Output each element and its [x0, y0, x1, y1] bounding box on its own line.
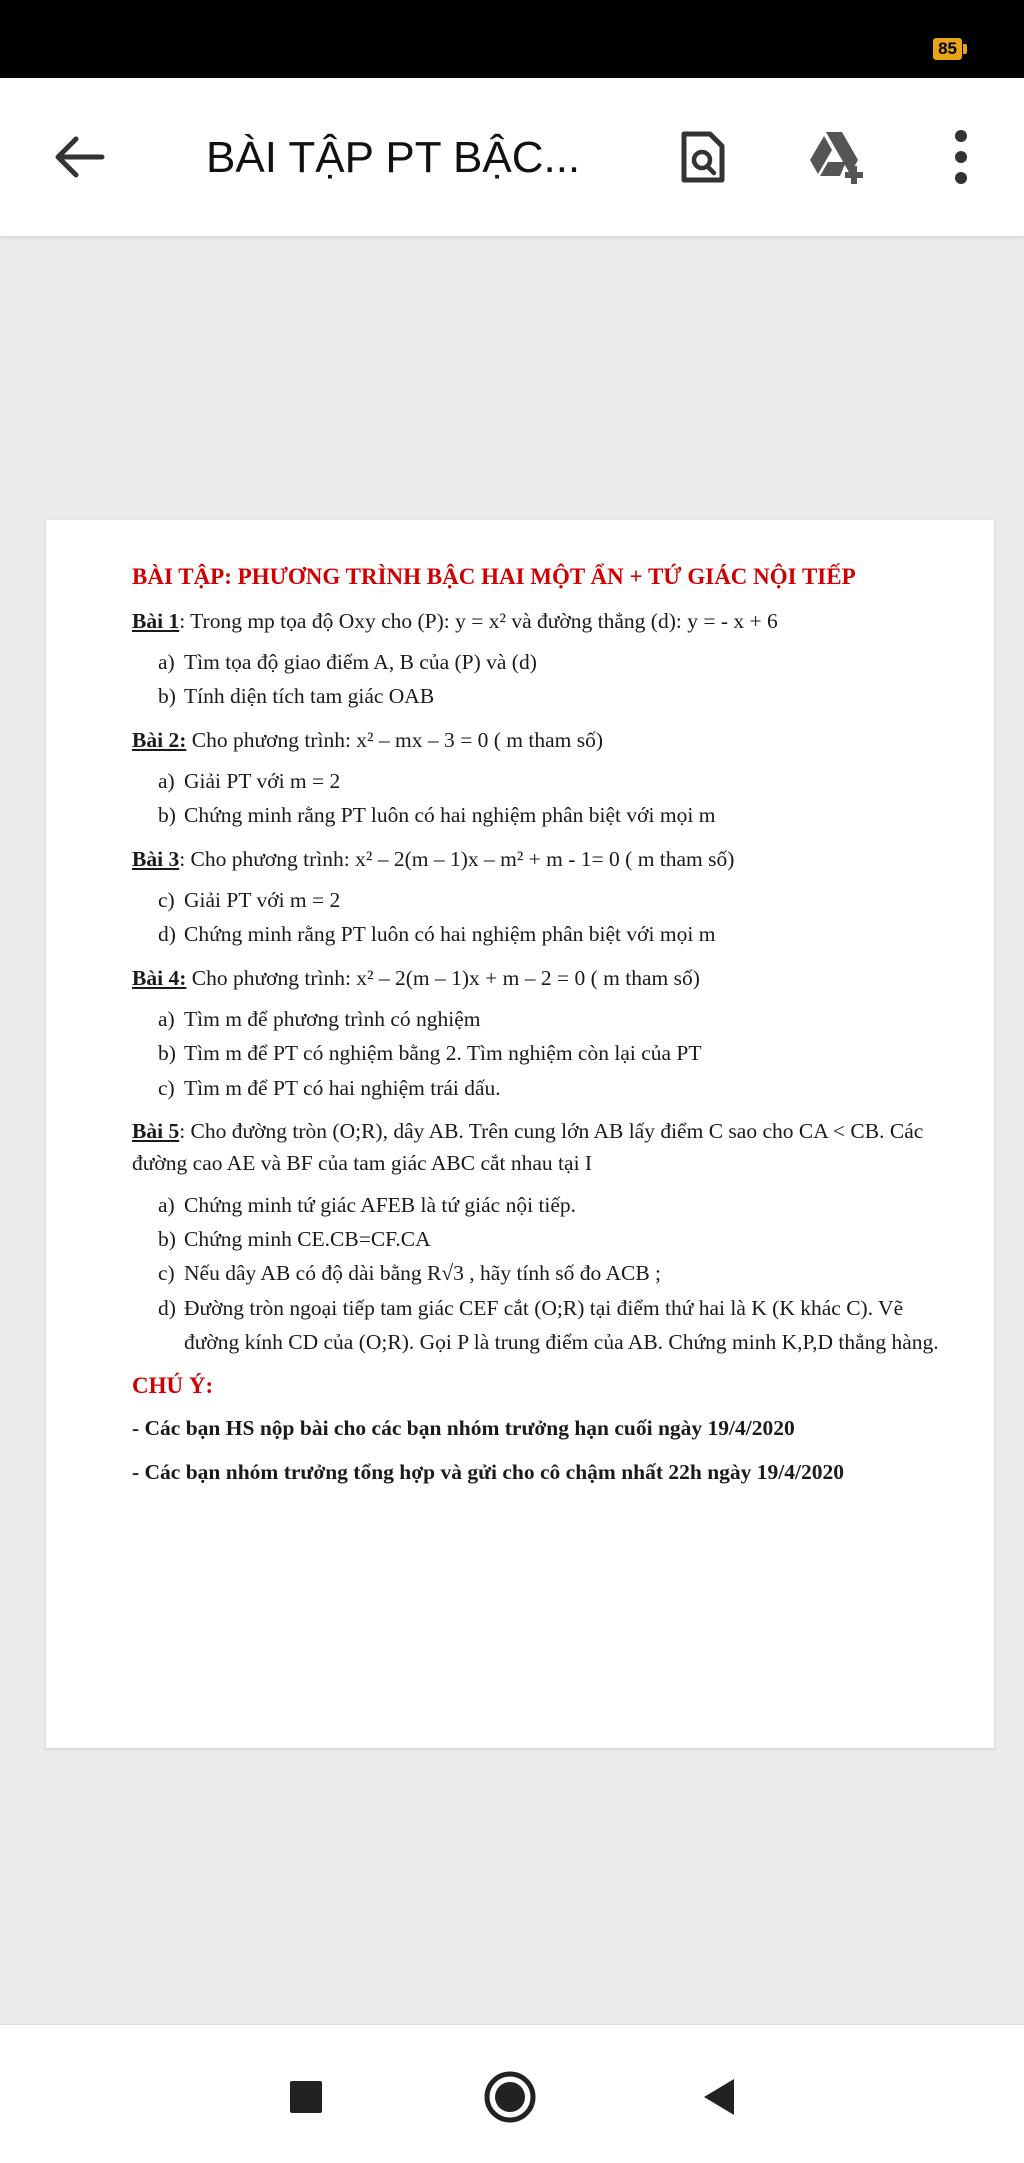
list-item: a) Giải PT với m = 2 — [158, 768, 341, 793]
note-item: - Các bạn nhóm trưởng tổng hợp và gửi cho cô chậm nhất 22h ngày 19/4/2020 — [132, 1460, 845, 1485]
problem-text: : Trong mp tọa độ Oxy cho (P): y = x² và đường thẳng (d): y = - x + 6 — [179, 608, 778, 633]
list-item: d) Chứng minh rằng PT luôn có hai nghiệm phân biệt với mọi m — [158, 922, 716, 947]
app-bar — [0, 78, 1024, 236]
arrow-left-icon — [50, 130, 110, 184]
document-page[interactable] — [46, 520, 994, 1748]
problem-3 — [132, 843, 962, 875]
list-item: a) Tìm tọa độ giao điểm A, B của (P) và (d) — [158, 649, 537, 674]
list-item: d) Đường tròn ngoại tiếp tam giác CEF cắt (O;R) tại điểm thứ hai là K (K khác C). Vẽ đường kính CD của (O;R). Gọi P là trung điểm của AB. Chứng minh K,P,D thẳng hàng. — [158, 1295, 939, 1355]
problem-2-items — [158, 764, 962, 833]
problem-text: : Cho phương trình: x² – 2(m – 1)x – m² + m - 1= 0 ( m tham số) — [179, 846, 735, 871]
document-title: BÀI TẬP PT BẬC... — [206, 133, 581, 182]
problem-1 — [132, 605, 962, 637]
document-heading: BÀI TẬP: PHƯƠNG TRÌNH BẬC HAI MỘT ẨN + TỨ GIÁC NỘI TIẾP — [132, 564, 856, 589]
problem-label: Bài 3 — [132, 846, 180, 871]
problem-text: : Cho đường tròn (O;R), dây AB. Trên cung lớn AB lấy điểm C sao cho CA < CB. Các đường cao AE và BF của tam giác ABC cắt nhau tại I — [132, 1119, 924, 1176]
more-vert-icon — [936, 128, 986, 186]
list-item: c) Nếu dây AB có độ dài bằng R√3 , hãy tính số đo ACB ; — [158, 1261, 662, 1286]
recents-square-icon — [278, 2069, 334, 2125]
problem-5 — [132, 1115, 962, 1180]
status-bar — [0, 0, 1024, 78]
problem-label: Bài 4: — [132, 965, 187, 990]
recents-button[interactable] — [278, 2069, 334, 2125]
system-navigation-bar — [0, 2024, 1024, 2163]
battery-indicator: 85 — [933, 38, 962, 60]
problem-4 — [132, 962, 962, 994]
problem-label: Bài 1 — [132, 608, 180, 633]
problem-text: Cho phương trình: x² – 2(m – 1)x + m – 2 = 0 ( m tham số) — [186, 965, 700, 990]
back-button[interactable] — [50, 130, 110, 184]
add-to-drive-button[interactable] — [806, 128, 864, 186]
problem-5-items — [158, 1188, 962, 1360]
list-item: c) Tìm m để PT có hai nghiệm trái dấu. — [158, 1075, 501, 1100]
document-search-icon — [674, 128, 732, 186]
list-item: a) Chứng minh tứ giác AFEB là tứ giác nội tiếp. — [158, 1192, 577, 1217]
document-body — [132, 560, 962, 1500]
list-item: b) Tìm m để PT có nghiệm bằng 2. Tìm nghiệm còn lại của PT — [158, 1041, 702, 1066]
list-item: b) Tính diện tích tam giác OAB — [158, 684, 435, 709]
home-circle-icon — [482, 2069, 538, 2125]
home-button[interactable] — [482, 2069, 538, 2125]
list-item: a) Tìm m để phương trình có nghiệm — [158, 1006, 481, 1031]
problem-text: Cho phương trình: x² – mx – 3 = 0 ( m tham số) — [186, 727, 603, 752]
more-options-button[interactable] — [936, 128, 986, 186]
system-back-button[interactable] — [692, 2069, 748, 2125]
back-triangle-icon — [692, 2069, 748, 2125]
note-item: - Các bạn HS nộp bài cho các bạn nhóm trưởng hạn cuối ngày 19/4/2020 — [132, 1415, 795, 1440]
problem-label: Bài 5 — [132, 1119, 180, 1144]
list-item: b) Chứng minh rằng PT luôn có hai nghiệm phân biệt với mọi m — [158, 803, 716, 828]
problem-4-items — [158, 1002, 962, 1105]
list-item: b) Chứng minh CE.CB=CF.CA — [158, 1226, 431, 1251]
list-item: c) Giải PT với m = 2 — [158, 887, 341, 912]
drive-add-icon — [806, 128, 868, 186]
problem-1-items — [158, 645, 962, 714]
note-heading: CHÚ Ý: — [132, 1373, 214, 1399]
problem-2 — [132, 724, 962, 756]
problem-label: Bài 2: — [132, 727, 187, 752]
find-in-document-button[interactable] — [674, 128, 732, 186]
problem-3-items — [158, 883, 962, 952]
